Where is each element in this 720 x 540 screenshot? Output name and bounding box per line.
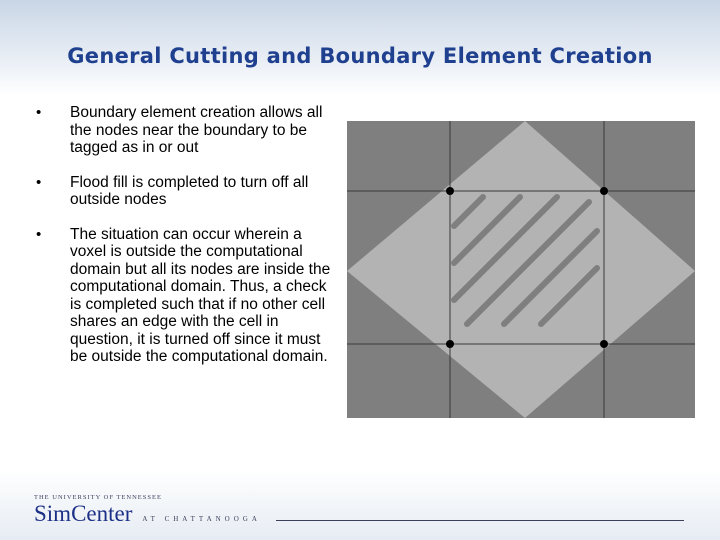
footer-divider xyxy=(276,520,684,521)
bullet-marker: • xyxy=(36,104,42,121)
slide-title: General Cutting and Boundary Element Creation xyxy=(67,44,653,68)
bullet-text: Flood fill is completed to turn off all outside nodes xyxy=(70,173,309,208)
bullet-marker: • xyxy=(36,173,42,191)
bullet-text: The situation can occur wherein a voxel is outside the computational domain but all its nodes are inside the computational domain. Thus, a check is completed such that if no other cell shares an edge with the cell in question, it is turned off since it must be outside the computational domain. xyxy=(70,225,331,365)
bullet-item xyxy=(36,174,336,209)
bullet-marker: • xyxy=(36,225,42,243)
voxel-diagram xyxy=(347,121,695,418)
grid-node xyxy=(446,187,454,195)
bullet-text: Boundary element creation allows all the nodes near the boundary to be tagged as in or out xyxy=(70,104,323,156)
campus-name: AT CHATTANOOGA xyxy=(142,515,261,523)
grid-node xyxy=(600,340,608,348)
center-name: SimCenter xyxy=(34,501,133,526)
university-name: THE UNIVERSITY OF TENNESSEE xyxy=(34,494,162,501)
bullet-item xyxy=(36,226,336,366)
bullet-list xyxy=(36,104,336,383)
bullet-item xyxy=(36,104,336,157)
grid-node xyxy=(600,187,608,195)
logo-wordmark xyxy=(34,501,261,527)
simcenter-logo xyxy=(34,494,261,527)
grid-node xyxy=(446,340,454,348)
